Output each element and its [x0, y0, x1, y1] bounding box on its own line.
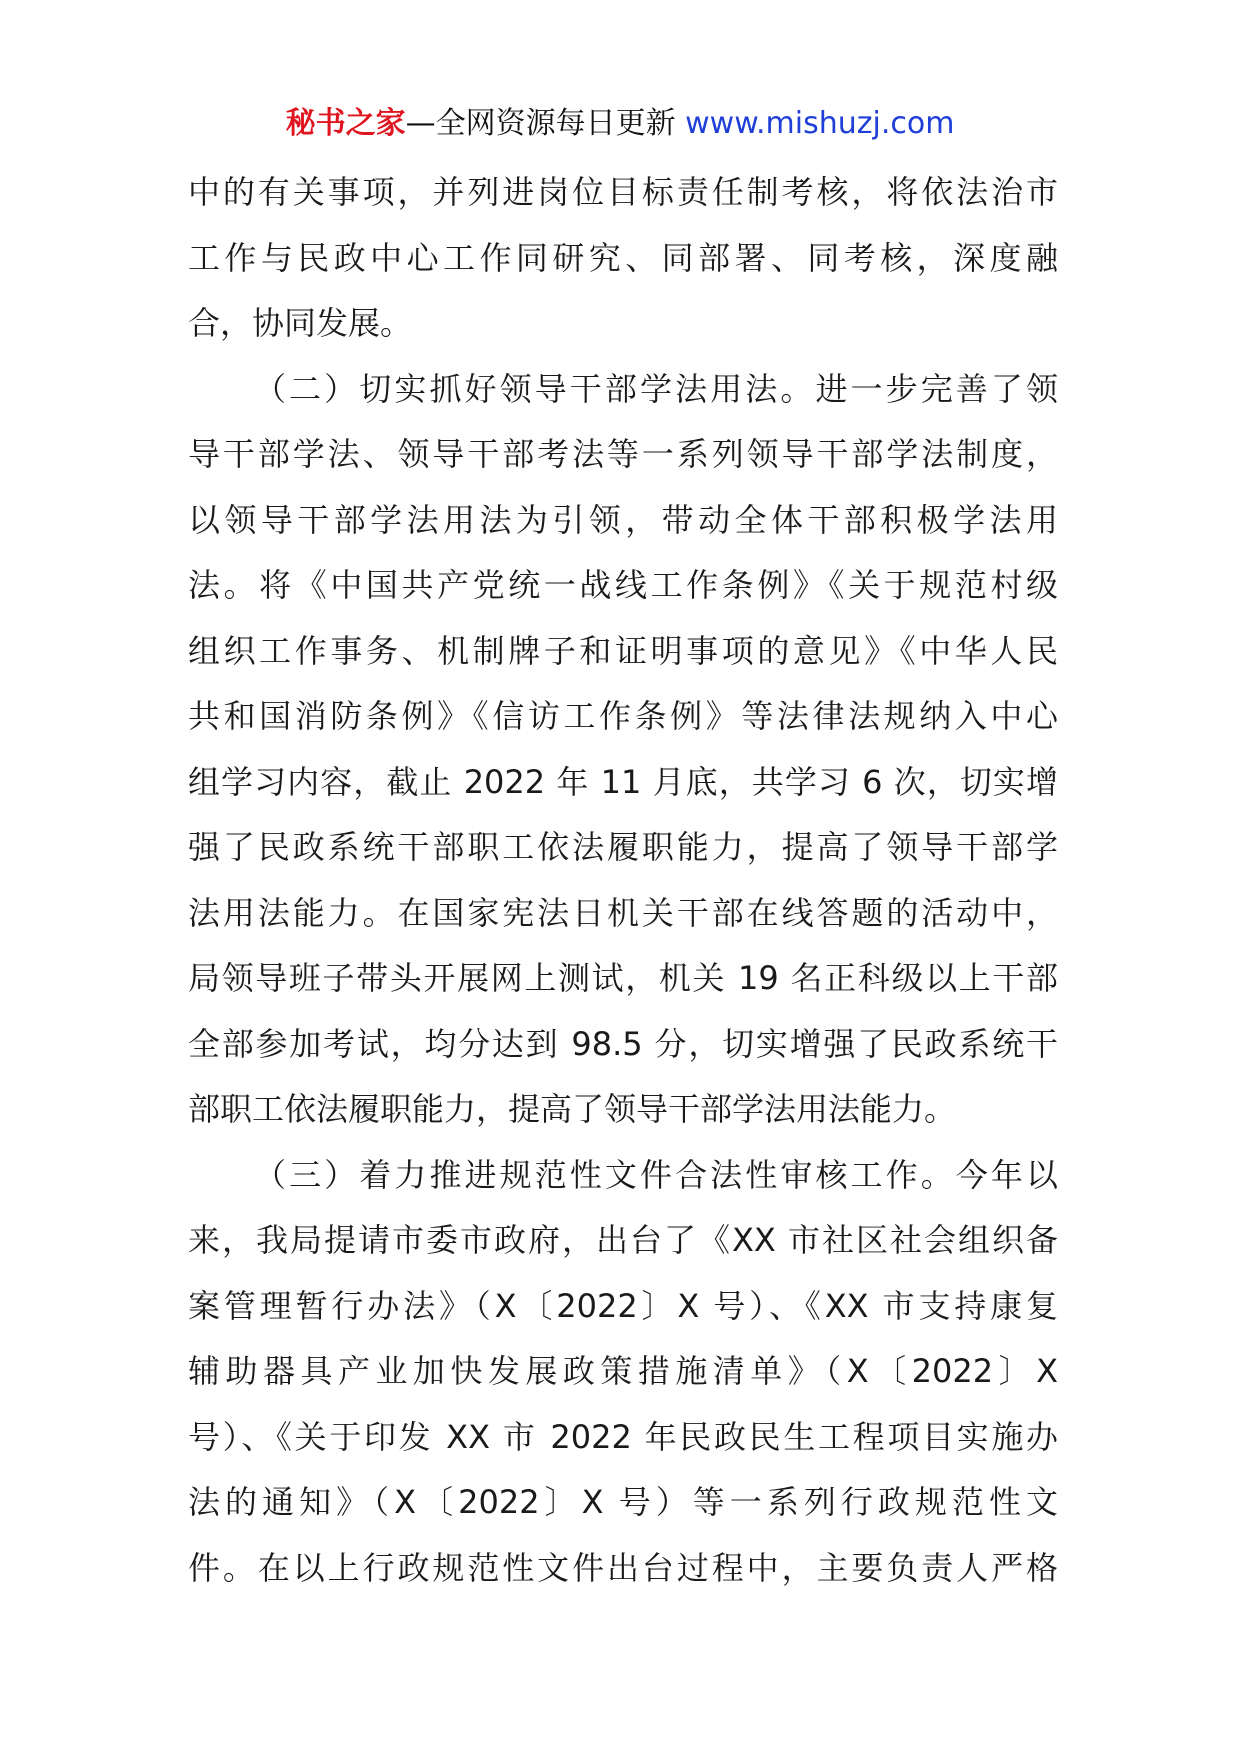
text-line: 局领导班子带头开展网上测试，机关 19 名正科级以上干部 — [188, 959, 1058, 997]
site-header — [0, 100, 1240, 148]
text-line: 中的有关事项，并列进岗位目标责任制考核，将依法治市 — [188, 173, 1058, 211]
header-slogan: —全网资源每日更新 — [405, 106, 676, 141]
brand-name[interactable]: 秘书之家 — [285, 106, 406, 141]
text-line: 法用法能力。在国家宪法日机关干部在线答题的活动中， — [188, 893, 1058, 932]
paragraph-end-line: 合，协同发展。 — [188, 304, 413, 342]
section-3-heading-line: （三）着力推进规范性文件合法性审核工作。今年以 — [254, 1155, 1058, 1194]
paragraph-end-line: 部职工依法履职能力，提高了领导干部学法用法能力。 — [188, 1090, 957, 1128]
text-line: 导干部学法、领导干部考法等一系列领导干部学法制度， — [188, 435, 1058, 473]
text-line: 法。将《中国共产党统一战线工作条例》《关于规范村级 — [188, 566, 1058, 604]
section-2-heading-line: （二）切实抓好领导干部学法用法。进一步完善了领 — [254, 369, 1058, 408]
text-line: 全部参加考试，均分达到 98.5 分，切实增强了民政系统干 — [188, 1024, 1058, 1063]
text-line: 组织工作事务、机制牌子和证明事项的意见》《中华人民 — [188, 631, 1058, 670]
text-line: 工作与民政中心工作同研究、同部署、同考核，深度融 — [188, 238, 1058, 277]
text-line: 件。在以上行政规范性文件出台过程中，主要负责人严格 — [188, 1548, 1058, 1587]
text-line: 号）、《关于印发 XX 市 2022 年民政民生工程项目实施办 — [188, 1417, 1058, 1456]
text-line: 辅助器具产业加快发展政策措施清单》（X〔2022〕X — [188, 1352, 1058, 1390]
text-line: 来，我局提请市委市政府，出台了《XX 市社区社会组织备 — [188, 1221, 1058, 1259]
site-url-link[interactable]: www.mishuzj.com — [685, 106, 955, 141]
document-body — [188, 160, 1058, 1601]
text-line: 强了民政系统干部职工依法履职能力，提高了领导干部学 — [188, 828, 1058, 866]
text-line: 组学习内容，截止 2022 年 11 月底，共学习 6 次，切实增 — [188, 762, 1058, 801]
text-line: 法的通知》（X〔2022〕X 号）等一系列行政规范性文 — [188, 1483, 1058, 1521]
text-line: 案管理暂行办法》（X〔2022〕X 号）、《XX 市支持康复 — [188, 1286, 1058, 1325]
text-line: 以领导干部学法用法为引领，带动全体干部积极学法用 — [188, 500, 1058, 539]
text-line: 共和国消防条例》《信访工作条例》等法律法规纳入中心 — [188, 697, 1058, 735]
